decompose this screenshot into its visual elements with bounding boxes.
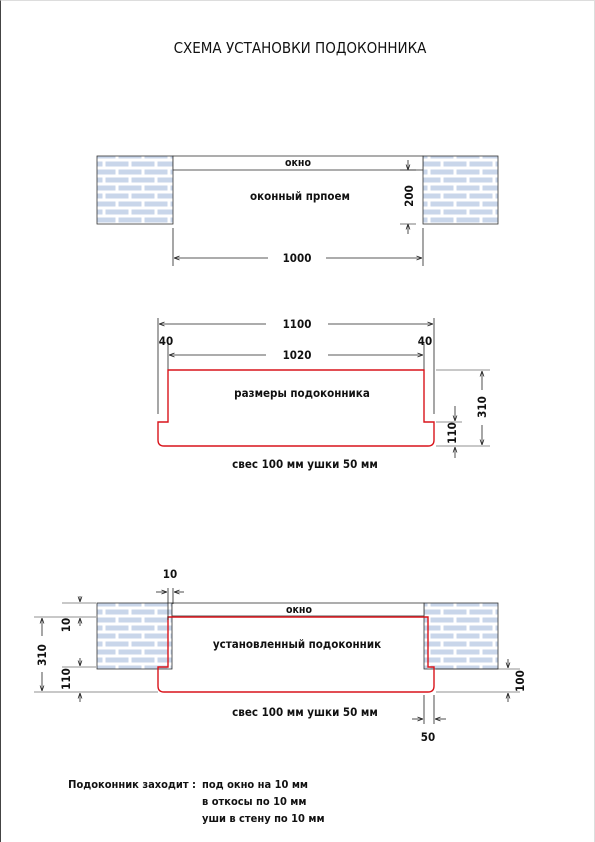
- dim-ear-width: 50: [420, 730, 436, 744]
- dim-sill-inner-length: 1020: [282, 348, 312, 362]
- note-line: уши в стену по 10 мм: [202, 812, 325, 825]
- opening-label: оконный прпоем: [249, 189, 351, 203]
- window-label: окно: [285, 157, 311, 169]
- sill-dimensions-label: размеры подоконника: [234, 386, 370, 400]
- page-title: СХЕМА УСТАНОВКИ ПОДОКОННИКА: [173, 39, 427, 57]
- dim-opening-height: 200: [402, 185, 416, 207]
- diagram-window-opening: [97, 156, 498, 266]
- note-line: в откосы по 10 мм: [202, 795, 307, 808]
- diagram-installed-sill: [34, 567, 527, 744]
- right-wall-brick: [423, 156, 498, 224]
- sill-caption: свес 100 мм ушки 50 мм: [232, 457, 378, 471]
- dim-right-ear: 40: [417, 334, 433, 348]
- dim-sill-depth: 310: [475, 396, 489, 418]
- installation-note: [68, 778, 324, 825]
- note-heading: Подоконник заходит :: [68, 778, 196, 791]
- left-wall-brick: [97, 156, 173, 224]
- right-wall-brick: [424, 603, 498, 669]
- dim-overhang: 100: [513, 670, 527, 692]
- installed-sill-label: установленный подоконник: [212, 637, 382, 651]
- dim-sill-total-length: 1100: [282, 317, 312, 331]
- dim-installed-ear-depth: 110: [59, 668, 73, 690]
- dim-installed-depth: 310: [35, 644, 49, 666]
- installed-sill-caption: свес 100 мм ушки 50 мм: [232, 705, 378, 719]
- dim-opening-width: 1000: [282, 251, 312, 265]
- dim-under-window: 10: [59, 617, 73, 633]
- diagram-sill-dimensions: [158, 317, 490, 471]
- dim-slope-overlap: 10: [162, 567, 178, 581]
- dim-ear-depth: 110: [445, 422, 459, 444]
- window-label: окно: [286, 604, 312, 616]
- note-line: под окно на 10 мм: [202, 778, 309, 791]
- dim-left-ear: 40: [158, 334, 174, 348]
- sill-outline: [158, 370, 434, 446]
- left-wall-brick: [97, 603, 172, 669]
- installed-sill-outline: [158, 617, 434, 692]
